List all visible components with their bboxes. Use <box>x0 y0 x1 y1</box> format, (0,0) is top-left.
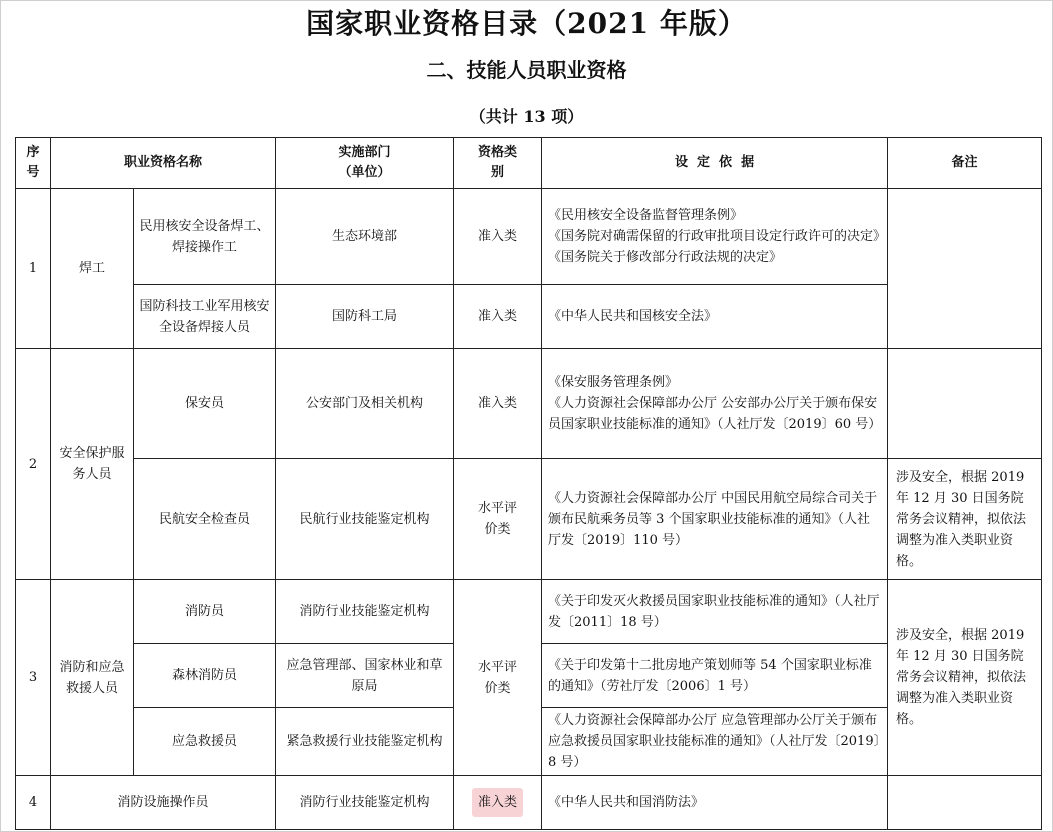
item-name: 保安员 <box>134 349 276 459</box>
item-dept: 公安部门及相关机构 <box>276 349 454 459</box>
item-category-cell <box>454 776 542 830</box>
basis-line: 《关于印发灭火救援员国家职业技能标准的通知》（人社厅发〔2011〕18 号） <box>548 593 880 630</box>
item-note: 涉及安全，根据 2019 年 12 月 30 日国务院常务会议精神，拟依法调整为准入类职业资格。 <box>888 459 1042 580</box>
header-no: 序号 <box>16 138 51 189</box>
row-no: 4 <box>16 776 51 830</box>
header-name: 职业资格名称 <box>51 138 276 189</box>
basis-line: 《民用核安全设备监督管理条例》 <box>548 208 744 223</box>
row-no: 3 <box>16 580 51 776</box>
item-dept: 消防行业技能鉴定机构 <box>276 776 454 830</box>
section-subtitle: 二、技能人员职业资格 <box>426 58 627 82</box>
group-name: 消防和应急救援人员 <box>51 580 134 776</box>
basis-line: 《保安服务管理条例》 <box>548 375 679 390</box>
header-basis: 设 定 依 据 <box>542 138 888 189</box>
table-row <box>16 776 1042 830</box>
basis-line: 《关于印发第十二批房地产策划师等 54 个国家职业标准的通知》（劳社厅发〔2006〕1 号） <box>548 657 872 694</box>
item-dept: 紧急救援行业技能鉴定机构 <box>276 708 454 776</box>
item-category: 准入类 <box>454 349 542 459</box>
item-name: 应急救援员 <box>134 708 276 776</box>
item-basis <box>542 776 888 830</box>
item-basis <box>542 644 888 708</box>
item-name: 森林消防员 <box>134 644 276 708</box>
item-note <box>888 189 1042 349</box>
item-note <box>888 776 1042 830</box>
page-title: 国家职业资格目录（2021 年版） <box>306 7 747 40</box>
item-dept: 国防科工局 <box>276 285 454 349</box>
group-name: 消防设施操作员 <box>51 776 276 830</box>
item-category: 准入类 <box>454 189 542 285</box>
item-note: 涉及安全，根据 2019 年 12 月 30 日国务院常务会议精神，拟依法调整为准入类职业资格。 <box>888 580 1042 776</box>
basis-line: 《人力资源社会保障部办公厅 公安部办公厅关于颁布保安员国家职业技能标准的通知》（人社厅发〔2019〕60 号） <box>548 396 882 432</box>
table-row <box>16 349 1042 459</box>
item-basis <box>542 285 888 349</box>
header-note: 备注 <box>888 138 1042 189</box>
item-category: 准入类 <box>454 285 542 349</box>
group-name: 焊工 <box>51 189 134 349</box>
item-name: 国防科技工业军用核安全设备焊接人员 <box>134 285 276 349</box>
item-count: （共计 13 项） <box>469 107 584 126</box>
item-basis <box>542 580 888 644</box>
item-basis <box>542 459 888 580</box>
row-no: 2 <box>16 349 51 580</box>
item-dept: 民航行业技能鉴定机构 <box>276 459 454 580</box>
basis-line: 《国务院关于修改部分行政法规的决定》 <box>548 250 783 265</box>
item-category: 水平评价类 <box>454 580 542 776</box>
basis-line: 《国务院对确需保留的行政审批项目设定行政许可的决定》 <box>548 229 887 244</box>
item-basis <box>542 349 888 459</box>
basis-line: 《中华人民共和国核安全法》 <box>548 309 718 324</box>
basis-line: 《中华人民共和国消防法》 <box>548 795 705 810</box>
table-header-row <box>16 138 1042 189</box>
header-category: 资格类别 <box>454 138 542 189</box>
item-dept: 消防行业技能鉴定机构 <box>276 580 454 644</box>
table-row <box>16 189 1042 285</box>
item-dept: 应急管理部、国家林业和草原局 <box>276 644 454 708</box>
item-basis <box>542 708 888 776</box>
header-dept: 实施部门（单位） <box>276 138 454 189</box>
item-basis <box>542 189 888 285</box>
table-row <box>16 580 1042 644</box>
table-row <box>16 459 1042 580</box>
basis-line: 《人力资源社会保障部办公厅 中国民用航空局综合司关于颁布民航乘务员等 3 个国家职业技能标准的通知》（人社厅发〔2019〕110 号） <box>548 490 878 548</box>
row-no: 1 <box>16 189 51 349</box>
item-name: 民用核安全设备焊工、焊接操作工 <box>134 189 276 285</box>
item-dept: 生态环境部 <box>276 189 454 285</box>
item-category: 水平评价类 <box>454 459 542 580</box>
basis-line: 《人力资源社会保障部办公厅 应急管理部办公厅关于颁布应急救援员国家职业技能标准的通知》（人社厅发〔2019〕8 号） <box>548 713 881 770</box>
item-category: 准入类 <box>472 788 523 817</box>
item-note <box>888 349 1042 459</box>
qualification-table <box>15 137 1042 830</box>
group-name: 安全保护服务人员 <box>51 349 134 580</box>
item-name: 民航安全检查员 <box>134 459 276 580</box>
item-name: 消防员 <box>134 580 276 644</box>
